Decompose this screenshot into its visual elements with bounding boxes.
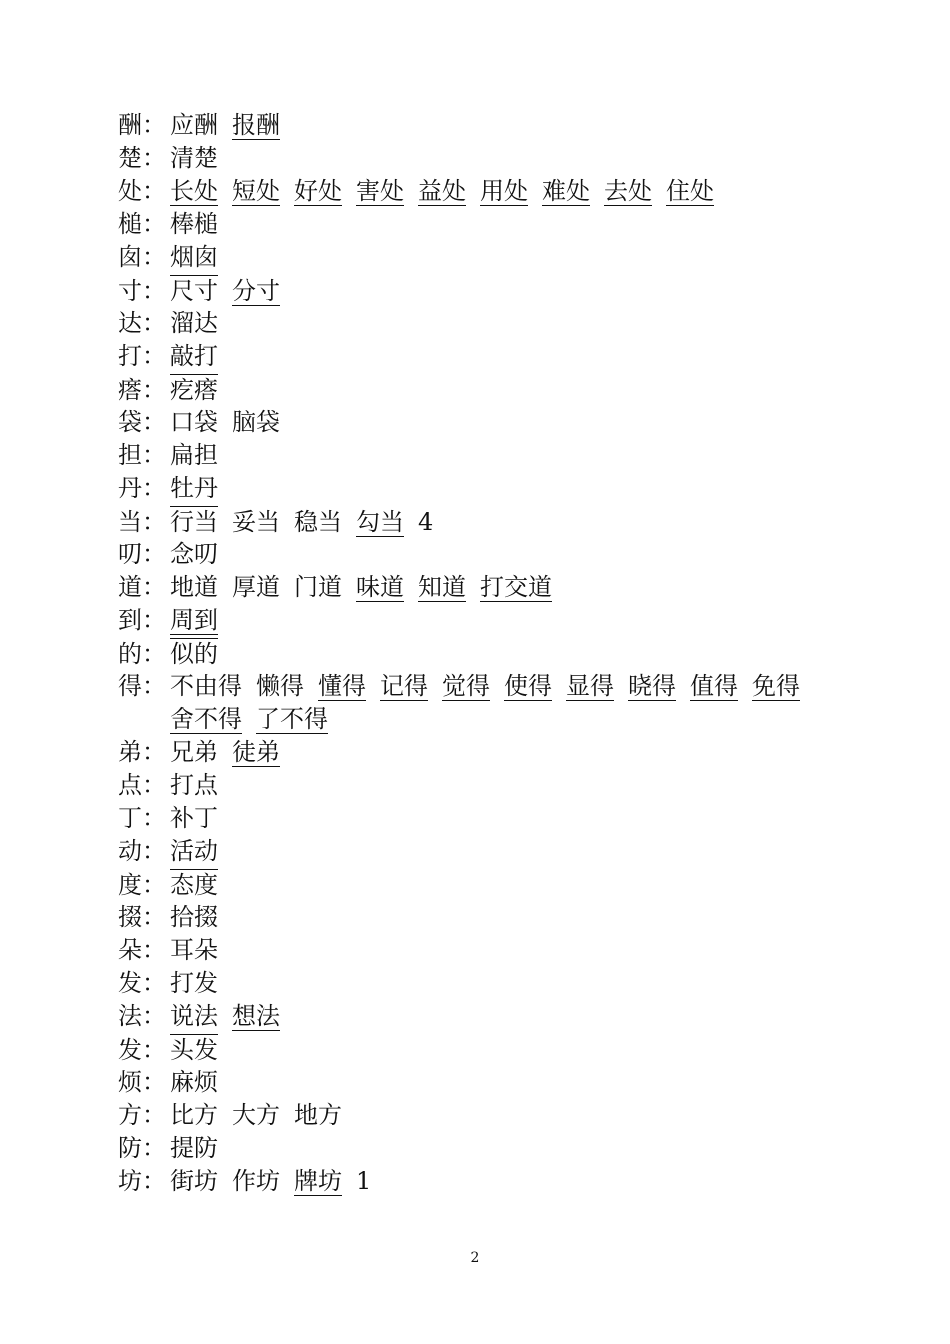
list-item (118, 374, 232, 405)
entry-word: 牌坊 (294, 1167, 342, 1195)
list-item (118, 968, 232, 998)
entry-word: 活动 (170, 837, 218, 865)
entry-character: 楚： (118, 144, 166, 172)
entry-word: 分寸 (232, 277, 280, 305)
entry-word: 值得 (690, 672, 738, 700)
entry-word: 勾当 (356, 508, 404, 536)
entry-word: 徒弟 (232, 738, 280, 766)
entry-character: 槌： (118, 210, 166, 238)
entry-word: 烟囱 (170, 243, 218, 271)
entry-word: 短处 (232, 177, 280, 205)
entry-word: 了不得 (256, 705, 328, 733)
entry-word: 晓得 (628, 672, 676, 700)
entry-word: 口袋 (170, 408, 218, 436)
entry-character: 动： (118, 837, 166, 865)
entry-character: 打： (118, 342, 166, 370)
entry-word: 记得 (380, 672, 428, 700)
list-item (118, 671, 814, 701)
entry-word: 懒得 (256, 672, 304, 700)
entry-character: 方： (118, 1101, 166, 1129)
entry-word: 觉得 (442, 672, 490, 700)
entry-word: 说法 (170, 1002, 218, 1030)
list-item (118, 737, 294, 767)
entry-word: 舍不得 (170, 705, 242, 733)
list-item (118, 110, 294, 140)
entry-word: 用处 (480, 177, 528, 205)
entry-character: 得： (118, 672, 166, 700)
list-item (118, 836, 232, 866)
entry-word: 扁担 (170, 441, 218, 469)
entry-word: 门道 (294, 573, 342, 601)
entry-word: 想法 (232, 1002, 280, 1030)
entry-word: 地道 (170, 573, 218, 601)
list-item (118, 1067, 232, 1097)
entry-word: 味道 (356, 573, 404, 601)
list-item (118, 1034, 232, 1065)
entry-word: 街坊 (170, 1167, 218, 1195)
entry-word: 耳朵 (170, 936, 218, 964)
list-item (118, 869, 232, 900)
entry-word: 妥当 (232, 508, 280, 536)
entry-character: 点： (118, 771, 166, 799)
entry-word: 知道 (418, 573, 466, 601)
entry-word: 溜达 (170, 309, 218, 337)
entry-character: 道： (118, 573, 166, 601)
entry-character: 丹： (118, 474, 166, 502)
entry-character: 发： (118, 969, 166, 997)
entry-word: 显得 (566, 672, 614, 700)
entry-word: 麻烦 (170, 1068, 218, 1096)
entry-word: 报酬 (232, 111, 280, 139)
entry-word: 似的 (170, 640, 218, 668)
list-item (118, 902, 232, 932)
entry-word: 益处 (418, 177, 466, 205)
entry-word: 好处 (294, 177, 342, 205)
entry-word: 使得 (504, 672, 552, 700)
list-item (118, 473, 232, 503)
entry-word: 打发 (170, 969, 218, 997)
entry-character: 掇： (118, 903, 166, 931)
entry-character: 寸： (118, 277, 166, 305)
entry-character: 袋： (118, 408, 166, 436)
list-item (118, 176, 728, 206)
entry-word: 敲打 (170, 342, 218, 370)
list-item (170, 704, 342, 734)
entry-word: 地方 (294, 1101, 342, 1129)
list-item (118, 1100, 356, 1130)
entry-character: 的： (118, 640, 166, 668)
entry-character: 弟： (118, 738, 166, 766)
list-item (118, 605, 232, 635)
list-item (118, 1001, 294, 1031)
entry-word: 长处 (170, 177, 218, 205)
entry-character: 丁： (118, 804, 166, 832)
list-item (118, 275, 294, 306)
entry-word: 行当 (170, 508, 218, 536)
entry-word: 厚道 (232, 573, 280, 601)
list-item (118, 803, 232, 833)
entry-character: 到： (118, 606, 166, 634)
entry-word: 提防 (170, 1134, 218, 1162)
entry-character: 防： (118, 1134, 166, 1162)
entry-word: 念叨 (170, 540, 218, 568)
entry-word: 4 (418, 508, 434, 536)
list-item (118, 1166, 385, 1196)
entry-word: 住处 (666, 177, 714, 205)
entry-word: 棒槌 (170, 210, 218, 238)
entry-word: 稳当 (294, 508, 342, 536)
entry-word: 免得 (752, 672, 800, 700)
entry-word: 打点 (170, 771, 218, 799)
entry-word: 作坊 (232, 1167, 280, 1195)
entry-word: 拾掇 (170, 903, 218, 931)
entry-word: 脑袋 (232, 408, 280, 436)
entry-character: 叨： (118, 540, 166, 568)
entry-word: 懂得 (318, 672, 366, 700)
list-item (118, 1133, 232, 1163)
list-item (118, 638, 232, 669)
entry-character: 担： (118, 441, 166, 469)
entry-word: 态度 (170, 871, 218, 899)
list-item (118, 935, 232, 965)
entry-character: 酬： (118, 111, 166, 139)
list-item (118, 308, 232, 338)
entry-word: 补丁 (170, 804, 218, 832)
entry-character: 当： (118, 508, 166, 536)
entry-word: 周到 (170, 606, 218, 634)
entry-character: 法： (118, 1002, 166, 1030)
entry-character: 度： (118, 871, 166, 899)
entry-character: 瘩： (118, 376, 166, 404)
entry-word: 难处 (542, 177, 590, 205)
list-item (118, 770, 232, 800)
entry-character: 达： (118, 309, 166, 337)
entry-character: 处： (118, 177, 166, 205)
entry-word: 尺寸 (170, 277, 218, 305)
entry-word: 比方 (170, 1101, 218, 1129)
list-item (118, 242, 232, 272)
list-item (118, 572, 566, 602)
entry-word: 疙瘩 (170, 376, 218, 404)
list-item (118, 407, 294, 437)
entry-word: 兄弟 (170, 738, 218, 766)
entry-word: 大方 (232, 1101, 280, 1129)
entry-word: 害处 (356, 177, 404, 205)
entry-word: 去处 (604, 177, 652, 205)
entry-character: 坊： (118, 1167, 166, 1195)
list-item (118, 440, 232, 470)
list-item (118, 539, 232, 569)
entry-character: 囱： (118, 243, 166, 271)
entry-word: 应酬 (170, 111, 218, 139)
entry-word: 清楚 (170, 144, 218, 172)
entry-word: 打交道 (480, 573, 552, 601)
entry-character: 发： (118, 1036, 166, 1064)
list-item (118, 506, 447, 537)
entry-character: 烦： (118, 1068, 166, 1096)
entry-word: 不由得 (170, 672, 242, 700)
entry-word: 牡丹 (170, 474, 218, 502)
entry-word: 1 (356, 1167, 372, 1195)
list-item (118, 341, 232, 371)
list-item (118, 209, 232, 239)
page-number: 2 (470, 1250, 480, 1266)
entry-word: 头发 (170, 1036, 218, 1064)
list-item (118, 143, 232, 173)
entry-character: 朵： (118, 936, 166, 964)
